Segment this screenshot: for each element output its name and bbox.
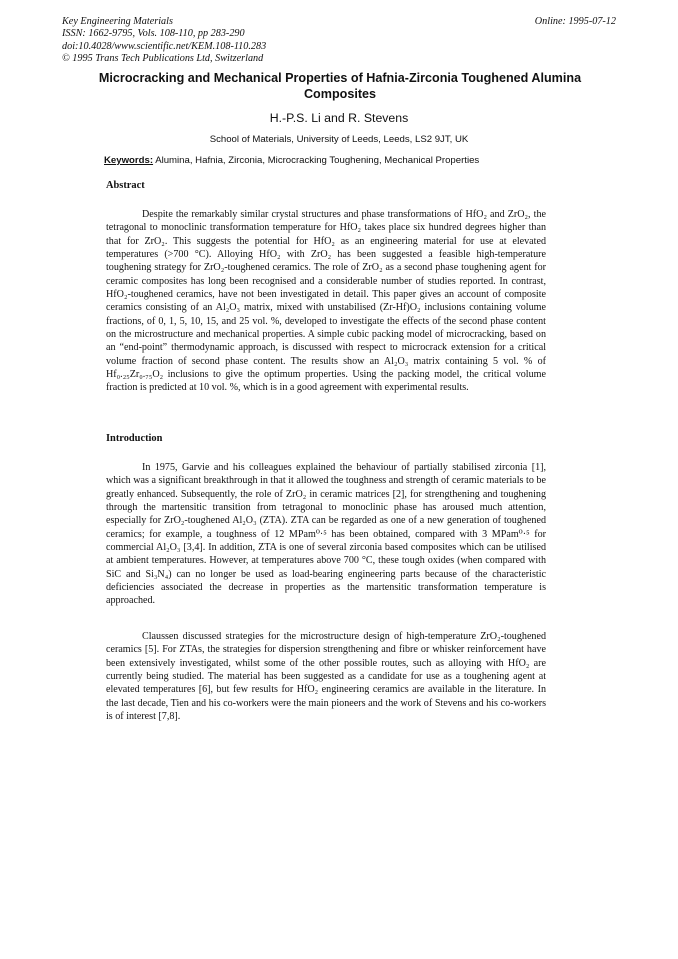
- authors: H.-P.S. Li and R. Stevens: [269, 111, 409, 125]
- keywords-text: Alumina, Hafnia, Zirconia, Microcracking Toughening, Mechanical Properties: [155, 155, 480, 166]
- doi-line[interactable]: doi:10.4028/www.scientific.net/KEM.108-110.283: [62, 40, 267, 52]
- abstract-heading: Abstract: [106, 180, 145, 191]
- keywords: [104, 155, 479, 166]
- introduction-paragraph-1: In 1975, Garvie and his colleagues explained the behaviour of partially stabilised zirconia [1], which was a significant breakthrough in that it allowed the toughness and strength of ceramic materials to be greatly enhanced. Subsequently, the role of ZrO₂ in ceramic matrices [2], for strengthening and toughening through the martensitic transition from tetragonal to monoclinic phase has aroused much attention, especially for ZrO₂-toughened Al₂O₃ (ZTA). ZTA can be regarded as one of a new generation of toughened ceramics; for example, a toughness of 12 MPam⁰·⁵ has been obtained, compared with 3 MPam⁰·⁵ for commercial Al₂O₃ [3,4]. In addition, ZTA is one of several zirconia based composites which can be utilised at ambient temperatures. However, at temperatures above 700 °C, these tough oxides (when compared with SiC and Si₃N₄) can no longer be used as load-bearing engineering parts because of the characteristic deficiencies associated the decrease in properties as the martensitic transformation temperature is approached.: [106, 462, 546, 607]
- introduction-heading: Introduction: [106, 433, 163, 444]
- affiliation: School of Materials, University of Leeds, Leeds, LS2 9JT, UK: [209, 134, 469, 145]
- issn-line: ISSN: 1662-9795, Vols. 108-110, pp 283-290: [62, 28, 245, 40]
- copyright-line: © 1995 Trans Tech Publications Ltd, Switzerland: [62, 53, 264, 65]
- publication-info: [62, 16, 266, 66]
- introduction-paragraph-2: Claussen discussed strategies for the microstructure design of high-temperature ZrO₂-toughened ceramics [5]. For ZTAs, the strategies for dispersion strengthening and fibre or whisker reinforcement have been extensively investigated, whilst some of the other possible routes, such as alloying with HfO₂ are currently being studied. The material has been suggested as a candidate for use as a toughening agent at elevated temperatures [6], but few results for HfO₂ engineering ceramics are available in the literature. In the last decade, Tien and his co-workers were the main pioneers and the work of Stevens and his co-workers is of interest [7,8].: [106, 631, 546, 723]
- introduction-body-2: [106, 630, 546, 723]
- abstract-body: [106, 208, 546, 395]
- introduction-body-1: [106, 461, 546, 608]
- online-date: Online: 1995-07-12: [534, 16, 616, 27]
- abstract-paragraph: Despite the remarkably similar crystal structures and phase transformations of HfO₂ and ZrO₂, the tetragonal to monoclinic transformation temperature for HfO₂ takes place six hundred degrees higher than that for ZrO₂. This suggests the potential for HfO₂ as an engineering material for use at elevated temperatures (>700 °C). Alloying HfO₂ with ZrO₂ has been suggested a feasible high-temperature toughening strategy for ZrO₂-toughened ceramics. The role of ZrO₂ as a second phase toughening agent for ceramic composites has long been recognised and a considerable number of studies reported. In contrast, HfO₂-toughened ceramics, have not been investigated in detail. This paper gives an account of composite ceramics consisting of an Al₂O₃ matrix, mixed with unstabilised (Zr-Hf)O₂ inclusions containing volume fractions, of 0, 1, 5, 10, 15, and 25 vol. %, developed to investigate the effects of the second phase content on the microstructure and mechanical properties. A simple cubic packing model of microcracking, based on an “end-point” thermodynamic approach, is discussed with respect to microcrack extension for a critical volume fraction of second phase content. The results show an Al₂O₃ matrix containing 5 vol. % of Hf₀.₂₅Zr₀.₇₅O₂ inclusions to give the optimum properties. Using the packing model, the critical volume fraction is predicted at 10 vol. %, which is in a good agreement with experimental results.: [106, 209, 546, 394]
- journal-name: Key Engineering Materials: [62, 16, 173, 27]
- paper-title: Microcracking and Mechanical Properties of Hafnia-Zirconia Toughened Alumina Composites: [98, 71, 582, 101]
- keywords-label: Keywords:: [104, 155, 154, 166]
